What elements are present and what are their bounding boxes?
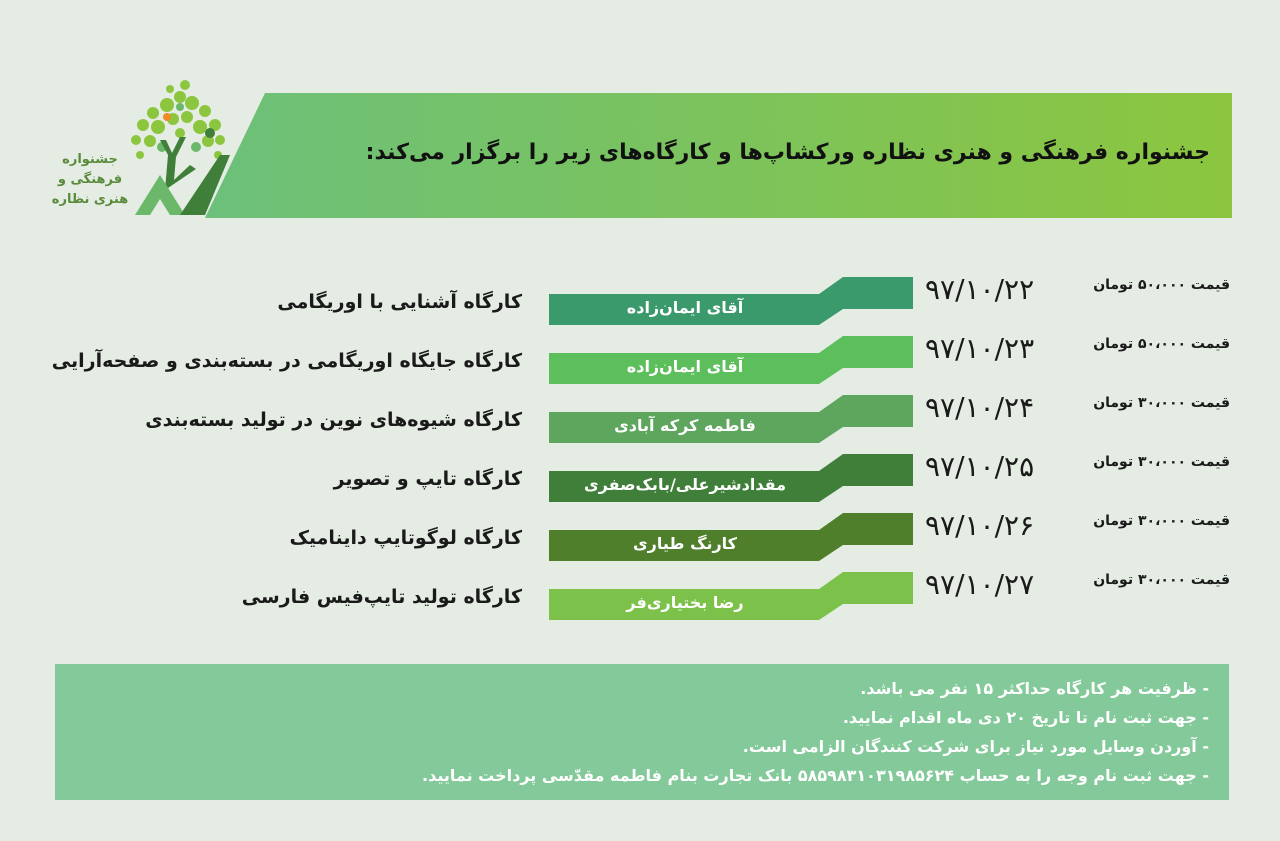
- workshop-date: ۹۷/۱۰/۲۵: [925, 450, 1035, 483]
- workshop-title: کارگاه تایپ و تصویر: [333, 468, 522, 490]
- note-item: - آوردن وسایل مورد نیاز برای شرکت کنندگان الزامی است.: [742, 737, 1209, 756]
- workshop-price: قیمت ۳۰،۰۰۰ تومان: [1093, 395, 1230, 411]
- workshop-row: [0, 509, 1280, 563]
- page-title: جشنواره فرهنگی و هنری نظاره ورکشاپ‌ها و کارگاه‌های زیر را برگزار می‌کند:: [365, 140, 1210, 165]
- workshop-title: کارگاه شیوه‌های نوین در تولید بسته‌بندی: [145, 409, 522, 431]
- workshop-title: کارگاه آشنایی با اوریگامی: [277, 291, 522, 313]
- workshop-title: کارگاه لوگوتایپ داینامیک: [289, 527, 522, 549]
- workshop-price: قیمت ۵۰،۰۰۰ تومان: [1093, 336, 1230, 352]
- instructor-name: فاطمه کرکه آبادی: [614, 416, 756, 435]
- instructor-name: کارنگ طیاری: [633, 534, 737, 553]
- instructor-name: رضا بختیاری‌فر: [626, 593, 744, 612]
- workshop-date: ۹۷/۱۰/۲۲: [925, 273, 1035, 306]
- note-item: - جهت ثبت نام وجه را به حساب ۵۸۵۹۸۳۱۰۳۱۹۸۵۶۲۴ بانک تجارت بنام فاطمه مقدّسی پرداخت نمایید.: [422, 766, 1209, 785]
- workshop-row: [0, 450, 1280, 504]
- workshop-row: [0, 273, 1280, 327]
- instructor-name: آقای ایمان‌زاده: [626, 298, 744, 317]
- workshop-price: قیمت ۳۰،۰۰۰ تومان: [1093, 572, 1230, 588]
- workshop-date: ۹۷/۱۰/۲۳: [925, 332, 1035, 365]
- workshop-date: ۹۷/۱۰/۲۷: [925, 568, 1035, 601]
- workshop-date: ۹۷/۱۰/۲۶: [925, 509, 1035, 542]
- note-item: - ظرفیت هر کارگاه حداکثر ۱۵ نفر می باشد.: [860, 679, 1209, 698]
- instructor-name: آقای ایمان‌زاده: [626, 357, 744, 376]
- workshop-row: [0, 568, 1280, 622]
- workshop-title: کارگاه تولید تایپ‌فیس فارسی: [241, 586, 522, 608]
- logo-line: هنری نظاره: [51, 192, 129, 207]
- workshop-row: [0, 332, 1280, 386]
- logo-line: فرهنگی و: [57, 172, 123, 187]
- workshop-date: ۹۷/۱۰/۲۴: [925, 391, 1035, 424]
- workshop-row: [0, 391, 1280, 445]
- workshop-title: کارگاه جایگاه اوریگامی در بسته‌بندی و صفحه‌آرایی: [51, 350, 522, 372]
- workshop-price: قیمت ۳۰،۰۰۰ تومان: [1093, 513, 1230, 529]
- notes-list: [422, 674, 1209, 790]
- workshop-price: قیمت ۳۰،۰۰۰ تومان: [1093, 454, 1230, 470]
- logo-line: جشنواره: [62, 152, 118, 167]
- logo-text: [40, 150, 140, 210]
- note-item: - جهت ثبت نام تا تاریخ ۲۰ دی ماه اقدام نمایید.: [842, 708, 1209, 727]
- instructor-name: مقدادشیرعلی/بابک‌صفری: [583, 475, 787, 494]
- workshop-price: قیمت ۵۰،۰۰۰ تومان: [1093, 277, 1230, 293]
- notes-panel: [55, 664, 1229, 800]
